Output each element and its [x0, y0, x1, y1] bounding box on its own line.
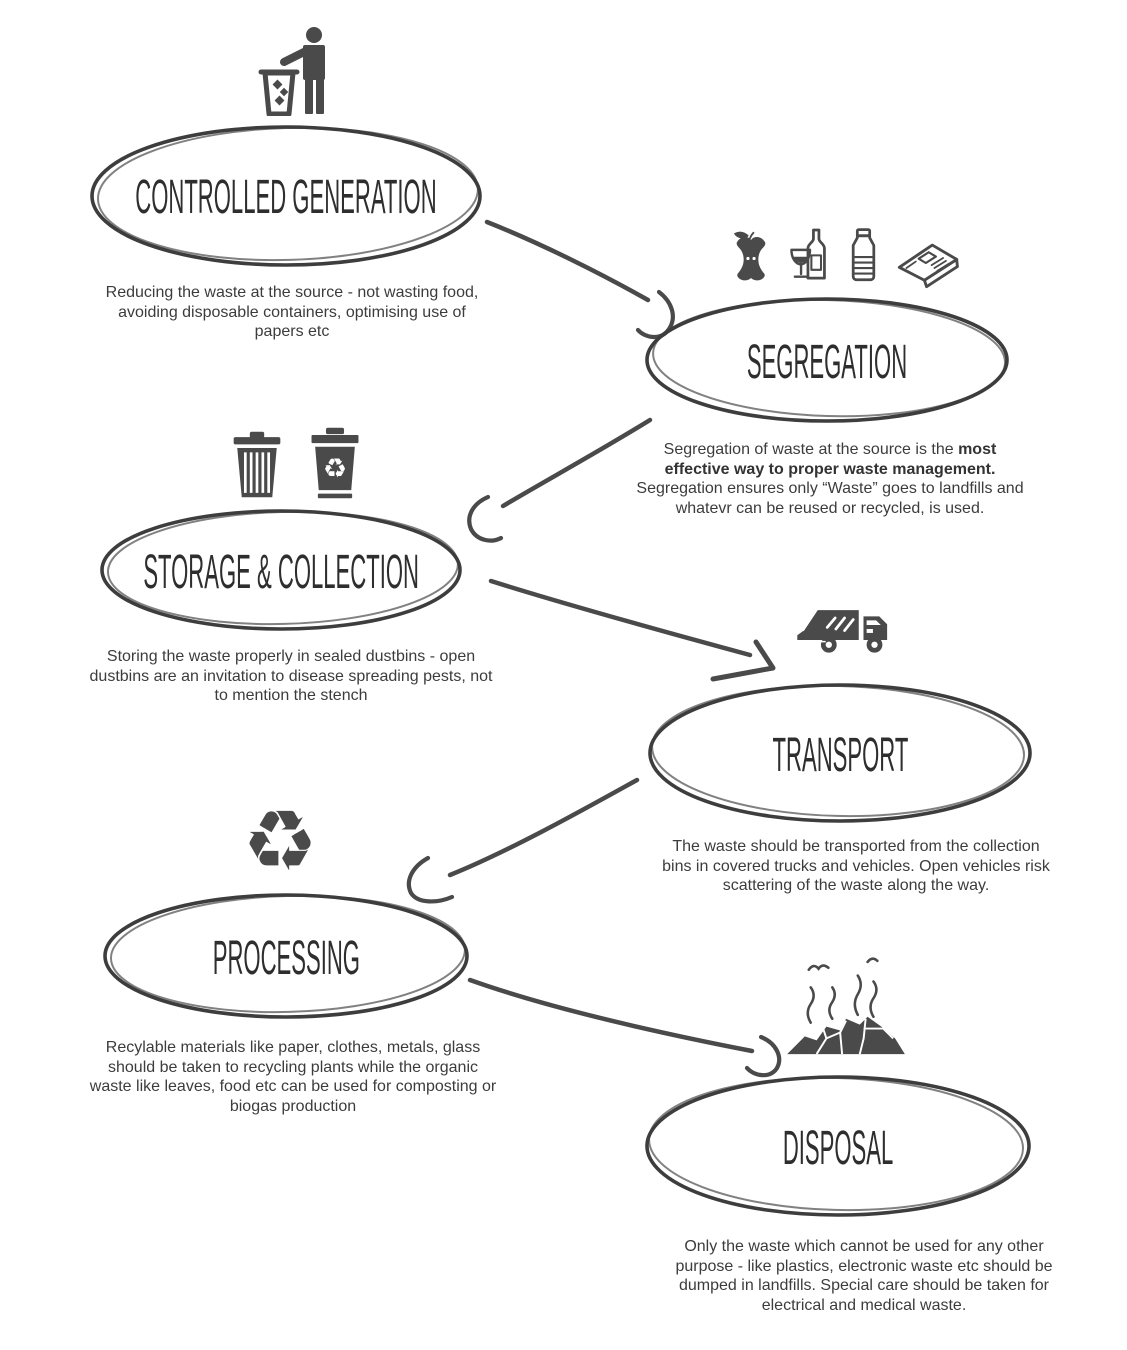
transport-bubble [644, 680, 1037, 827]
stage-description: Reducing the waste at the source - not wasting food, avoiding disposable containers, optimising use of papers etc [105, 284, 479, 341]
storage-collection-bubble [96, 506, 467, 635]
recycle-bin-icon [306, 426, 364, 500]
stage-description: Recylable materials like paper, clothes, metals, glass should be taken to recycling plants while the organic waste like leaves, food etc can be used for composting or biogas production [89, 1039, 497, 1115]
description-text: Segregation ensures only “Waste” goes to landfills and whatevr can be reused or recycled, is used. [636, 480, 1024, 517]
trash-can-icon [228, 430, 286, 500]
garbage-truck-icon [791, 600, 895, 658]
stage-description: The waste should be transported from the collection bins in covered trucks and vehicles. Open vehicles risk scattering of the waste along the way. [662, 838, 1050, 895]
wine-bottle-glass-icon [788, 218, 832, 290]
litter-disposal-icon [256, 26, 340, 116]
stage-label: CONTROLLED GENERATION [135, 168, 437, 224]
stage-label: SEGREGATION [746, 333, 908, 388]
disposal-bubble [641, 1072, 1036, 1221]
controlled-generation-bubble [84, 120, 488, 272]
stage-label: DISPOSAL [783, 1119, 894, 1174]
segregation-bubble [641, 294, 1013, 427]
flow-arrow-2 [469, 420, 650, 541]
landfill-icon [783, 956, 911, 1058]
stage-description: Storing the waste properly in sealed dustbins - open dustbins are an invitation to disease spreading pests, not to mention the stench [89, 648, 493, 705]
processing-bubble [99, 890, 474, 1023]
recycling-symbol-icon: ♻ [242, 792, 318, 890]
segregation-icons [729, 220, 961, 290]
flow-arrow-5 [470, 980, 779, 1075]
flow-arrow-4 [409, 780, 637, 901]
stage-description [634, 440, 1026, 518]
description-bold-text: most effective way to proper waste management. [664, 441, 997, 478]
plastic-bottle-icon [847, 220, 880, 290]
storage-icons [228, 430, 364, 500]
stage-label: PROCESSING [212, 929, 361, 984]
stage-label: STORAGE & COLLECTION [143, 543, 420, 598]
stage-description: Only the waste which cannot be used for any other purpose - like plastics, electronic waste etc should be dumped in landfills. Special care should be taken for electrical and medical waste. [675, 1238, 1053, 1314]
svg-text:♻: ♻ [322, 453, 348, 485]
apple-core-icon [729, 222, 773, 290]
stage-label: TRANSPORT [772, 726, 909, 781]
description-text: Segregation of waste at the source is the [663, 441, 959, 458]
newspaper-icon [895, 236, 961, 290]
flow-arrow-3 [491, 581, 773, 679]
